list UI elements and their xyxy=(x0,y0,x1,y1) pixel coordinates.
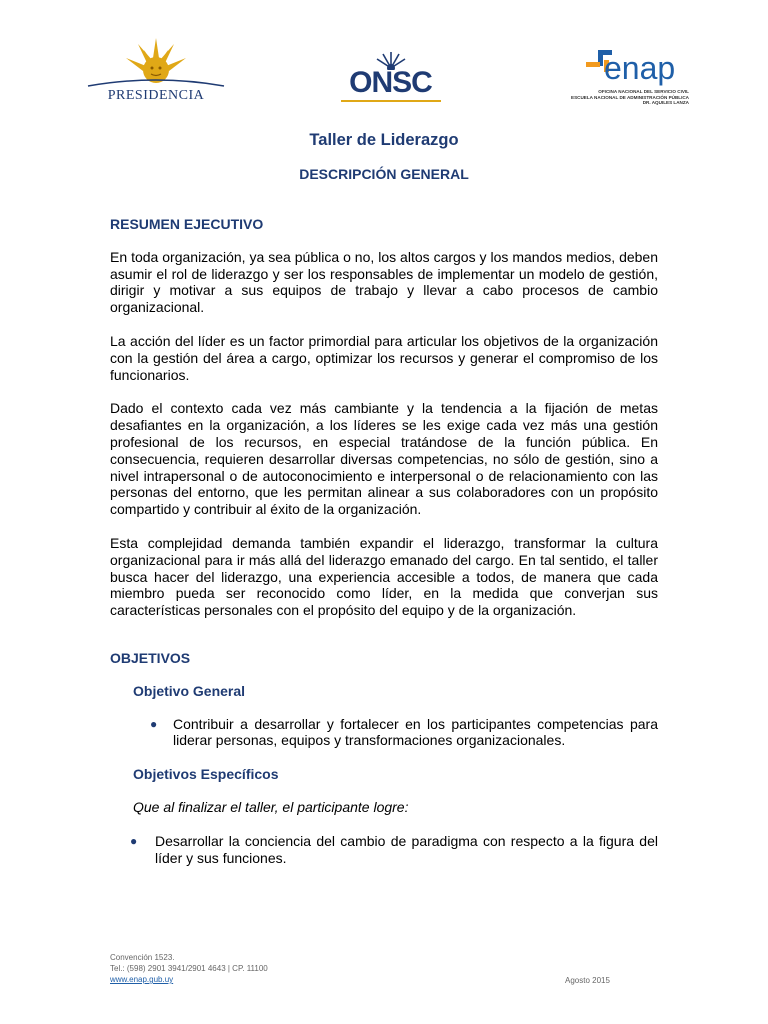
enap-subtitle-line: OFICINA NACIONAL DEL SERVICIO CIVIL xyxy=(598,89,689,94)
enap-subtitle xyxy=(554,89,689,106)
bullet-icon: ● xyxy=(150,716,158,731)
bullet-icon: ● xyxy=(130,833,138,848)
footer-date: Agosto 2015 xyxy=(565,976,610,985)
footer-address: Convención 1523. xyxy=(110,953,175,962)
enap-subtitle-line: ESCUELA NACIONAL DE ADMINISTRACIÓN PÚBLICA xyxy=(571,94,689,100)
enap-logo xyxy=(554,46,689,110)
document-body xyxy=(110,216,658,883)
footer-website-link[interactable]: www.enap.gub.uy xyxy=(110,975,174,984)
presidencia-wordmark: PRESIDENCIA xyxy=(107,88,205,103)
list-item xyxy=(110,716,658,750)
resumen-paragraph: Dado el contexto cada vez más cambiante y la tendencia a la fijación de metas desafiantes en la organización, a los líderes se les exige cada vez más una gestión profesional de los recursos, en especial tratándose de la función pública. En consecuencia, requieren desarrollar diversas competencias, no sólo de gestión, sino a nivel intrapersonal o de autoconocimiento e interpersonal o de relacionamiento con las personas del entorno, que les permitan alinear a sus colaboradores con un propósito compartido y contribuir al éxito de la organización. xyxy=(110,400,658,518)
resumen-heading: RESUMEN EJECUTIVO xyxy=(110,216,264,232)
document-footer xyxy=(110,952,620,985)
onsc-underline xyxy=(341,100,441,102)
objetivo-general-heading: Objetivo General xyxy=(133,682,246,699)
document-header xyxy=(0,0,768,120)
onsc-wordmark: ONSC xyxy=(349,66,432,99)
list-item xyxy=(110,833,658,867)
objetivo-general-list xyxy=(110,716,658,750)
resumen-paragraph: La acción del líder es un factor primordial para articular los objetivos de la organización con la gestión del área a cargo, optimizar los recursos y generar el compromiso de los funcionarios. xyxy=(110,332,658,383)
enap-subtitle-line: DR. AQUILES LANZA xyxy=(642,100,689,106)
presidencia-logo xyxy=(86,36,226,108)
enap-wordmark: enap xyxy=(604,50,676,86)
objetivos-especificos-heading: Objetivos Específicos xyxy=(133,766,279,783)
list-item-text: Contribuir a desarrollar y fortalecer en los participantes competencias para liderar personas, equipos y transformaciones organizacionales. xyxy=(173,715,658,749)
resumen-paragraph: Esta complejidad demanda también expandir el liderazgo, transformar la cultura organizacional para ir más allá del liderazgo emanado del cargo. En tal sentido, el taller busca hacer del liderazgo, una experiencia accesible a todos, de manera que cada miembro pueda ser reconocido como líder, en la medida que converjan sus características personales con el propósito del equipo y de la organización. xyxy=(110,534,658,619)
list-item-text: Desarrollar la conciencia del cambio de paradigma con respecto a la figura del líder y sus funciones. xyxy=(155,832,658,866)
objetivos-heading: OBJETIVOS xyxy=(110,649,191,666)
footer-phone: Tel.: (598) 2901 3941/2901 4643 | CP. 11100 xyxy=(110,964,268,973)
objetivos-especificos-list xyxy=(110,833,658,867)
objetivos-especificos-intro: Que al finalizar el taller, el participante logre: xyxy=(133,798,409,815)
document-title: Taller de Liderazgo xyxy=(309,131,459,149)
document-subtitle: DESCRIPCIÓN GENERAL xyxy=(299,166,469,182)
sun-emblem-icon xyxy=(86,36,226,88)
onsc-logo xyxy=(333,50,448,106)
resumen-paragraph: En toda organización, ya sea pública o no, los altos cargos y los mandos medios, deben asumir el rol de liderazgo y ser los responsables de implementar un modelo de gestión, dirigir y motivar a sus equipos de trabajo y llevar a cabo procesos de cambio organizacional. xyxy=(110,248,658,316)
